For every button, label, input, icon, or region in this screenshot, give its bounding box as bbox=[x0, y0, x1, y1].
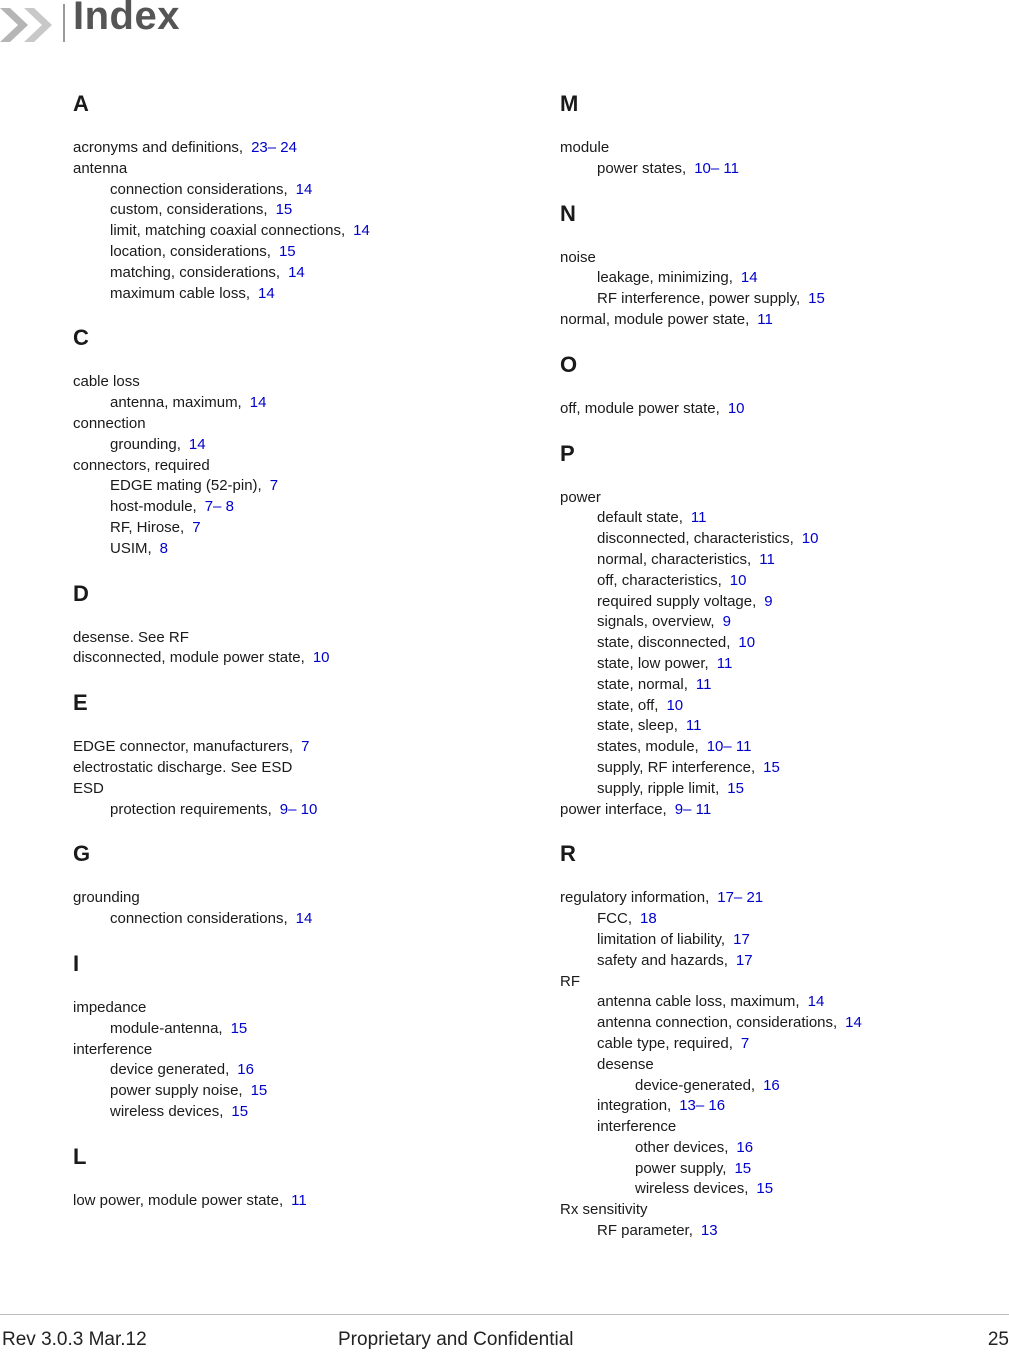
entry-term: power bbox=[560, 488, 601, 506]
index-entry bbox=[560, 972, 1000, 993]
index-entry bbox=[560, 1179, 1000, 1200]
page-reference-link[interactable]: 14 bbox=[249, 394, 267, 412]
index-entry bbox=[73, 476, 513, 497]
entry-term: default state, bbox=[597, 509, 683, 527]
page-reference-link[interactable]: 7 bbox=[740, 1034, 750, 1052]
index-entry bbox=[73, 800, 513, 821]
index-entry bbox=[560, 508, 1000, 529]
index-entry bbox=[560, 800, 1000, 821]
footer-page-number: 25 bbox=[987, 1329, 1009, 1350]
entry-term: grounding bbox=[73, 889, 140, 907]
index-entry bbox=[73, 648, 513, 669]
entry-term: ESD bbox=[73, 779, 104, 797]
index-entry bbox=[560, 909, 1000, 930]
entry-term: state, normal, bbox=[597, 675, 688, 693]
entry-term: maximum cable loss, bbox=[110, 284, 251, 302]
entry-term: supply, ripple limit, bbox=[597, 779, 720, 797]
entry-term: state, off, bbox=[597, 696, 659, 714]
index-section-g bbox=[73, 838, 513, 930]
index-entry bbox=[560, 1117, 1000, 1138]
entry-term: module-antenna, bbox=[110, 1019, 223, 1037]
entry-term: other devices, bbox=[635, 1138, 729, 1156]
page-reference-link[interactable]: 15 bbox=[763, 758, 780, 776]
page-reference-link[interactable]: 14 bbox=[258, 284, 275, 302]
index-entry bbox=[73, 539, 513, 560]
section-letter: G bbox=[73, 841, 91, 867]
index-section-i bbox=[73, 948, 513, 1123]
entry-term: connection considerations, bbox=[110, 910, 288, 928]
entry-term: cable type, required, bbox=[597, 1034, 733, 1052]
index-entry bbox=[560, 675, 1000, 696]
footer-confidential: Proprietary and Confidential bbox=[338, 1329, 574, 1350]
entry-term: signals, overview, bbox=[597, 613, 715, 631]
index-entry bbox=[73, 138, 513, 159]
page-reference-link[interactable]: 9 bbox=[722, 613, 731, 631]
index-entry bbox=[560, 529, 1000, 550]
page-reference-link[interactable]: 15 bbox=[230, 1019, 248, 1037]
index-section-r bbox=[560, 838, 1000, 1242]
page-reference-link[interactable]: 17– 21 bbox=[717, 889, 764, 907]
index-entry bbox=[560, 930, 1000, 951]
index-entry bbox=[73, 284, 513, 305]
page-reference-link[interactable]: 16 bbox=[237, 1061, 254, 1079]
entry-term: device generated, bbox=[110, 1061, 230, 1079]
entry-term: power states, bbox=[597, 159, 687, 177]
entry-term: location, considerations, bbox=[110, 242, 271, 260]
entry-term: protection requirements, bbox=[110, 800, 272, 818]
page-reference-link[interactable]: 14 bbox=[188, 435, 206, 453]
index-entry bbox=[73, 435, 513, 456]
page-reference-link[interactable]: 17 bbox=[735, 951, 753, 969]
page-reference-link[interactable]: 11 bbox=[690, 509, 707, 527]
index-entry bbox=[560, 951, 1000, 972]
entry-term: cable loss bbox=[73, 373, 140, 391]
index-entry bbox=[73, 159, 513, 180]
index-section-l bbox=[73, 1141, 513, 1212]
page-reference-link[interactable]: 14 bbox=[740, 269, 758, 287]
index-entry bbox=[73, 221, 513, 242]
entry-term: RF interference, power supply, bbox=[597, 290, 801, 308]
entry-term: connection bbox=[73, 414, 146, 432]
index-entry bbox=[560, 1096, 1000, 1117]
page-reference-link[interactable]: 10– 11 bbox=[694, 159, 739, 177]
page-reference-link[interactable]: 10 bbox=[738, 634, 756, 652]
page-reference-link[interactable]: 14 bbox=[807, 993, 825, 1011]
index-column-left bbox=[73, 88, 513, 1230]
page-reference-link[interactable]: 7 bbox=[269, 477, 279, 495]
page-reference-link[interactable]: 7– 8 bbox=[204, 498, 234, 516]
header-divider bbox=[63, 4, 65, 42]
entry-term: antenna connection, considerations, bbox=[597, 1014, 838, 1032]
page-reference-link[interactable]: 7 bbox=[301, 738, 310, 756]
entry-term: impedance bbox=[73, 998, 147, 1016]
index-entry bbox=[560, 779, 1000, 800]
index-entry bbox=[73, 1040, 513, 1061]
entry-term: limitation of liability, bbox=[597, 930, 726, 948]
page-reference-link[interactable]: 11 bbox=[759, 550, 775, 568]
page-reference-link[interactable]: 14 bbox=[845, 1014, 862, 1032]
index-section-a bbox=[73, 88, 513, 304]
entry-term: EDGE connector, manufacturers, bbox=[73, 738, 294, 756]
index-entry bbox=[560, 268, 1000, 289]
index-entry bbox=[560, 592, 1000, 613]
index-column-right bbox=[560, 88, 1000, 1260]
index-entry bbox=[73, 200, 513, 221]
index-section-m bbox=[560, 88, 1000, 180]
entry-term: state, low power, bbox=[597, 654, 709, 672]
page-reference-link[interactable]: 10 bbox=[727, 399, 745, 417]
index-entry bbox=[73, 456, 513, 477]
page-reference-link[interactable]: 15 bbox=[727, 779, 744, 797]
index-entry bbox=[560, 1076, 1000, 1097]
index-entry bbox=[73, 1102, 513, 1123]
page-reference-link[interactable]: 23– 24 bbox=[251, 139, 297, 156]
index-entry bbox=[73, 737, 513, 758]
index-entry bbox=[73, 263, 513, 284]
section-letter: I bbox=[73, 950, 80, 976]
index-entry bbox=[560, 737, 1000, 758]
index-entry bbox=[560, 1200, 1000, 1221]
page-reference-link[interactable]: 15 bbox=[756, 1180, 774, 1198]
entry-term: RF, Hirose, bbox=[110, 518, 185, 536]
entry-term: wireless devices, bbox=[110, 1102, 224, 1120]
index-entry bbox=[73, 888, 513, 909]
entry-term: matching, considerations, bbox=[110, 263, 281, 281]
entry-term: states, module, bbox=[597, 738, 699, 756]
entry-term: power interface, bbox=[560, 800, 667, 818]
page-reference-link[interactable]: 9 bbox=[764, 592, 773, 610]
section-letter: L bbox=[73, 1143, 87, 1169]
index-entry bbox=[560, 159, 1000, 180]
index-entry bbox=[560, 992, 1000, 1013]
index-entry bbox=[73, 909, 513, 930]
index-entry bbox=[560, 1034, 1000, 1055]
index-entry bbox=[560, 1221, 1000, 1242]
page-reference-link[interactable]: 11 bbox=[757, 310, 773, 328]
entry-term: regulatory information, bbox=[560, 889, 710, 907]
entry-term: electrostatic discharge. See ESD bbox=[73, 758, 293, 776]
entry-term: safety and hazards, bbox=[597, 951, 728, 969]
page-reference-link[interactable]: 17 bbox=[733, 930, 750, 948]
index-entry bbox=[560, 488, 1000, 509]
entry-term: off, characteristics, bbox=[597, 571, 722, 589]
index-entry bbox=[560, 1159, 1000, 1180]
page-reference-link[interactable]: 9– 10 bbox=[279, 800, 318, 818]
index-entry bbox=[73, 779, 513, 800]
entry-term: desense bbox=[597, 1055, 654, 1073]
index-entry bbox=[560, 289, 1000, 310]
entry-term: connection considerations, bbox=[110, 180, 288, 198]
entry-term: interference bbox=[597, 1118, 677, 1136]
page-reference-link[interactable]: 14 bbox=[295, 910, 313, 928]
entry-term: desense. See RF bbox=[73, 628, 189, 646]
entry-term: supply, RF interference, bbox=[597, 758, 756, 776]
index-entry bbox=[73, 242, 513, 263]
entry-term: low power, module power state, bbox=[73, 1191, 284, 1209]
section-letter: R bbox=[560, 841, 576, 867]
entry-term: antenna cable loss, maximum, bbox=[597, 993, 800, 1011]
index-entry bbox=[73, 1081, 513, 1102]
page-reference-link[interactable]: 11 bbox=[695, 675, 712, 693]
index-entry bbox=[73, 180, 513, 201]
footer-revision: Rev 3.0.3 Mar.12 bbox=[2, 1329, 147, 1350]
index-entry bbox=[560, 571, 1000, 592]
entry-term: USIM, bbox=[110, 539, 152, 557]
section-letter: O bbox=[560, 351, 578, 377]
index-section-n bbox=[560, 198, 1000, 331]
page-reference-link[interactable]: 8 bbox=[159, 539, 169, 557]
entry-term: interference bbox=[73, 1040, 153, 1058]
index-entry bbox=[560, 550, 1000, 571]
page-reference-link[interactable]: 10 bbox=[801, 530, 819, 548]
page-reference-link[interactable]: 9– 11 bbox=[674, 800, 712, 818]
index-entry bbox=[560, 654, 1000, 675]
entry-term: integration, bbox=[597, 1097, 672, 1115]
page-reference-link[interactable]: 13 bbox=[700, 1222, 718, 1240]
page-reference-link[interactable]: 10 bbox=[666, 696, 684, 714]
page-reference-link[interactable]: 15 bbox=[250, 1082, 268, 1100]
entry-term: device-generated, bbox=[635, 1076, 756, 1094]
index-entry bbox=[73, 497, 513, 518]
entry-term: module bbox=[560, 139, 610, 156]
index-section-c bbox=[73, 322, 513, 559]
entry-term: limit, matching coaxial connections, bbox=[110, 222, 346, 240]
page-reference-link[interactable]: 11 bbox=[716, 654, 733, 672]
page-reference-link[interactable]: 15 bbox=[808, 290, 825, 308]
page-reference-link[interactable]: 14 bbox=[288, 263, 305, 281]
entry-term: noise bbox=[560, 248, 596, 266]
entry-term: state, sleep, bbox=[597, 717, 678, 735]
index-entry bbox=[560, 696, 1000, 717]
index-section-p bbox=[560, 438, 1000, 821]
section-letter: C bbox=[73, 325, 89, 351]
page-reference-link[interactable]: 14 bbox=[353, 222, 370, 240]
section-letter: P bbox=[560, 440, 575, 466]
entry-term: custom, considerations, bbox=[110, 201, 268, 219]
page-reference-link[interactable]: 15 bbox=[275, 201, 293, 219]
page-reference-link[interactable]: 10 bbox=[729, 571, 747, 589]
index-entry bbox=[560, 612, 1000, 633]
entry-term: RF bbox=[560, 972, 580, 990]
entry-term: required supply voltage, bbox=[597, 592, 757, 610]
page-title: Index bbox=[73, 0, 180, 38]
entry-term: acronyms and definitions, bbox=[73, 139, 244, 156]
index-section-d bbox=[73, 578, 513, 670]
entry-term: normal, characteristics, bbox=[597, 550, 752, 568]
page-reference-link[interactable]: 7 bbox=[192, 518, 201, 536]
page-reference-link[interactable]: 15 bbox=[231, 1102, 249, 1120]
index-entry bbox=[560, 310, 1000, 331]
index-entry bbox=[73, 1191, 513, 1212]
index-entry bbox=[560, 1013, 1000, 1034]
entry-term: leakage, minimizing, bbox=[597, 269, 733, 287]
page-reference-link[interactable]: 13– 16 bbox=[679, 1097, 726, 1115]
chevron-logo-icon bbox=[0, 6, 58, 44]
page-reference-link[interactable]: 10– 11 bbox=[706, 738, 752, 756]
entry-term: Rx sensitivity bbox=[560, 1201, 648, 1219]
index-entry bbox=[560, 633, 1000, 654]
page-reference-link[interactable]: 11 bbox=[685, 717, 702, 735]
index-entry bbox=[73, 1060, 513, 1081]
entry-term: RF parameter, bbox=[597, 1222, 693, 1240]
entry-term: state, disconnected, bbox=[597, 634, 731, 652]
entry-term: connectors, required bbox=[73, 456, 210, 474]
entry-term: EDGE mating (52-pin), bbox=[110, 477, 262, 495]
entry-term: disconnected, characteristics, bbox=[597, 530, 794, 548]
index-entry bbox=[560, 1055, 1000, 1076]
page-reference-link[interactable]: 11 bbox=[291, 1191, 307, 1209]
index-entry bbox=[73, 393, 513, 414]
entry-term: power supply noise, bbox=[110, 1082, 243, 1100]
section-letter: N bbox=[560, 200, 576, 226]
index-entry bbox=[73, 628, 513, 649]
entry-term: FCC, bbox=[597, 910, 632, 928]
entry-term: power supply, bbox=[635, 1159, 727, 1177]
index-entry bbox=[73, 998, 513, 1019]
index-entry bbox=[560, 138, 1000, 159]
entry-term: antenna bbox=[73, 159, 128, 177]
page-reference-link[interactable]: 14 bbox=[295, 180, 313, 198]
index-entry bbox=[73, 758, 513, 779]
index-section-o bbox=[560, 349, 1000, 420]
page-header bbox=[0, 0, 400, 50]
section-letter: M bbox=[560, 91, 579, 116]
index-entry bbox=[560, 399, 1000, 420]
page-reference-link[interactable]: 16 bbox=[763, 1076, 780, 1094]
index-entry bbox=[73, 518, 513, 539]
index-entry bbox=[560, 716, 1000, 737]
entry-term: grounding, bbox=[110, 435, 181, 453]
index-entry bbox=[560, 758, 1000, 779]
page-footer bbox=[0, 1314, 1009, 1353]
entry-term: normal, module power state, bbox=[560, 310, 750, 328]
page-reference-link[interactable]: 15 bbox=[278, 242, 296, 260]
entry-term: off, module power state, bbox=[560, 399, 720, 417]
index-entry bbox=[73, 372, 513, 393]
entry-term: host-module, bbox=[110, 498, 197, 516]
page-reference-link[interactable]: 18 bbox=[640, 910, 657, 928]
entry-term: wireless devices, bbox=[635, 1180, 749, 1198]
index-entry bbox=[560, 1138, 1000, 1159]
page-reference-link[interactable]: 10 bbox=[312, 649, 330, 667]
page-reference-link[interactable]: 16 bbox=[736, 1138, 754, 1156]
section-letter: D bbox=[73, 580, 89, 606]
entry-term: disconnected, module power state, bbox=[73, 649, 305, 667]
section-letter: A bbox=[73, 91, 89, 116]
index-entry bbox=[560, 888, 1000, 909]
index-entry bbox=[73, 414, 513, 435]
index-section-e bbox=[73, 687, 513, 820]
entry-term: antenna, maximum, bbox=[110, 394, 242, 412]
section-letter: E bbox=[73, 690, 88, 716]
page-reference-link[interactable]: 15 bbox=[734, 1159, 752, 1177]
index-entry bbox=[560, 248, 1000, 269]
index-entry bbox=[73, 1019, 513, 1040]
